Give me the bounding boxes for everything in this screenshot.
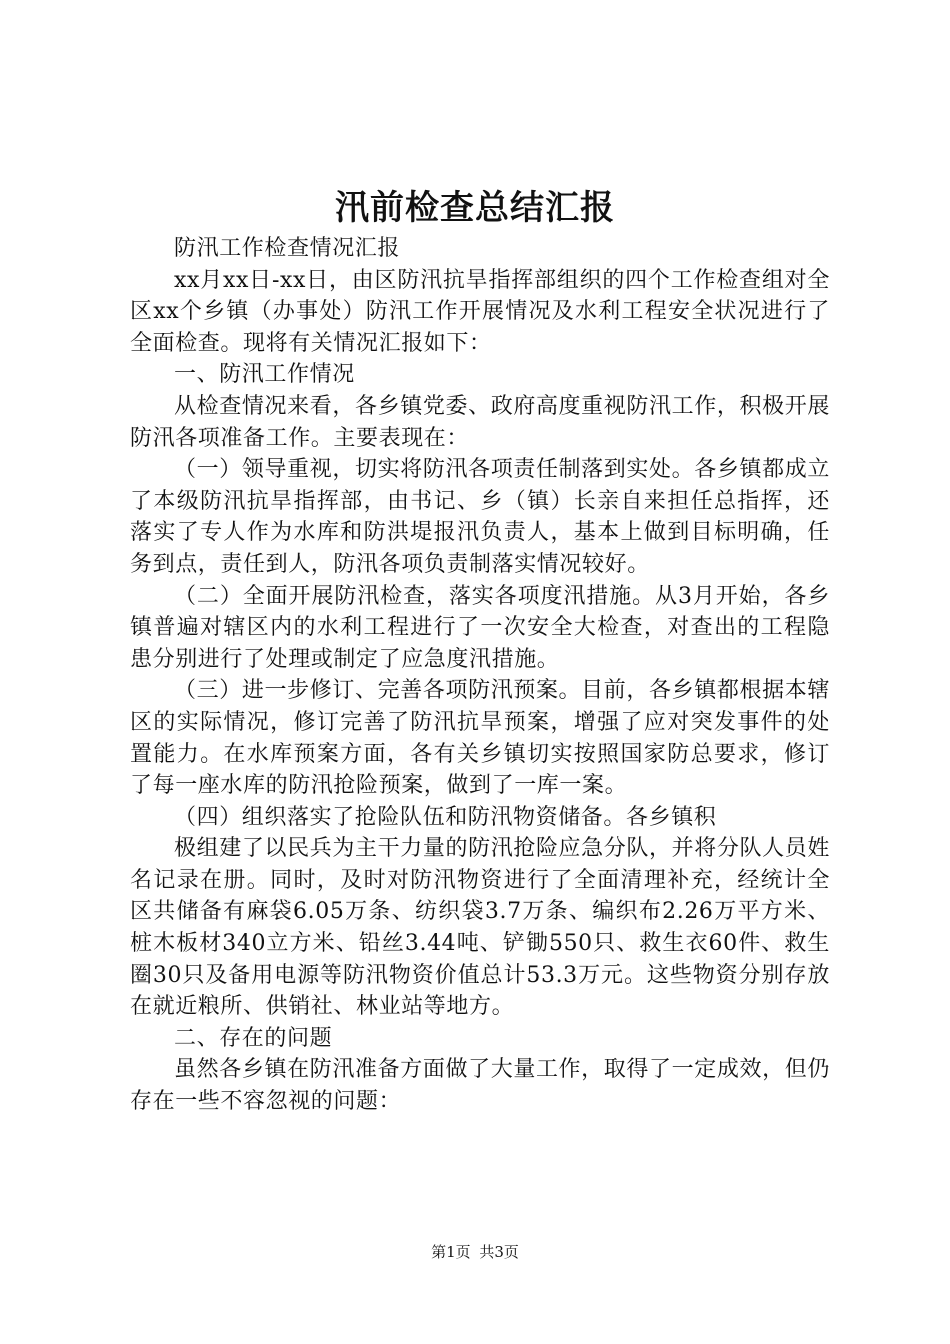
section-heading-1: 一、防汛工作情况 — [174, 362, 355, 388]
paragraph: （二）全面开展防汛检查，落实各项度汛措施。从3月开始，各乡镇普遍对辖区内的水利工程进行了一次安全大检查，对查出的工程隐患分别进行了处理或制定了应急度汛措施。 — [130, 583, 830, 672]
paragraph: （三）进一步修订、完善各项防汛预案。目前，各乡镇都根据本辖区的实际情况，修订完善了防汛抗旱预案，增强了应对突发事件的处置能力。在水库预案方面，各有关乡镇切实按照国家防总要求，修订了每一座水库的防汛抢险预案，做到了一库一案。 — [130, 678, 830, 799]
paragraph: （四）组织落实了抢险队伍和防汛物资储备。各乡镇积 — [174, 804, 717, 830]
page-footer — [0, 1242, 950, 1262]
paragraph: （一）领导重视，切实将防汛各项责任制落到实处。各乡镇都成立了本级防汛抗旱指挥部，由书记、乡（镇）长亲自来担任总指挥，还落实了专人作为水库和防洪堤报汛负责人，基本上做到目标明确，任务到点，责任到人，防汛各项负责制落实情况较好。 — [130, 457, 830, 577]
document-body — [130, 233, 830, 1118]
paragraph: 极组建了以民兵为主干力量的防汛抢险应急分队，并将分队人员姓名记录在册。同时，及时对防汛物资进行了全面清理补充，经统计全区共储备有麻袋6.05万条、纺织袋3.7万条、编织布2.26万平方米、桩木板材340立方米、铅丝3.44吨、铲锄550只、救生衣60件、救生圈30只及备用电源等防汛物资价值总计53.3万元。这些物资分别存放在就近粮所、供销社、林业站等地方。 — [130, 836, 830, 1020]
paragraph: 虽然各乡镇在防汛准备方面做了大量工作，取得了一定成效，但仍存在一些不容忽视的问题： — [130, 1057, 830, 1115]
section-heading-2: 二、存在的问题 — [174, 1025, 333, 1051]
page-number: 第1页 — [431, 1243, 471, 1261]
page-total: 共3页 — [479, 1243, 519, 1261]
paragraph-intro: xx月xx日-xx日，由区防汛抗旱指挥部组织的四个工作检查组对全区xx个乡镇（办事处）防汛工作开展情况及水利工程安全状况进行了全面检查。现将有关情况汇报如下： — [130, 267, 830, 356]
paragraph: 从检查情况来看，各乡镇党委、政府高度重视防汛工作，积极开展防汛各项准备工作。主要表现在： — [130, 393, 830, 451]
paragraph-subtitle: 防汛工作检查情况汇报 — [174, 236, 401, 261]
document-title: 汛前检查总结汇报 — [335, 188, 615, 228]
